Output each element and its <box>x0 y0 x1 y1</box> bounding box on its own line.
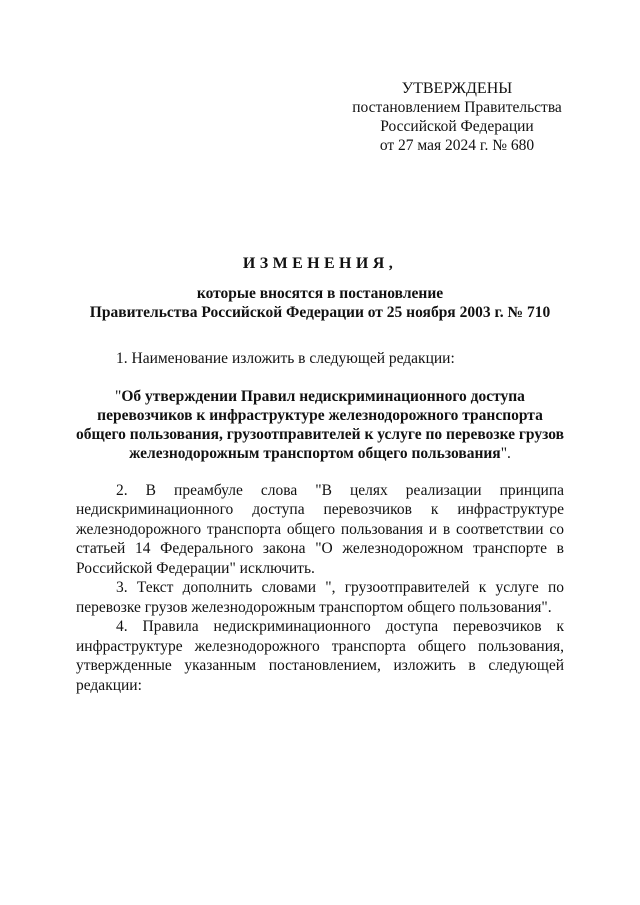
approval-stamp <box>332 79 582 155</box>
title-line-1: которые вносятся в постановление <box>196 285 444 302</box>
approval-heading: УТВЕРЖДЕНЫ <box>401 80 513 97</box>
item-1: 1. Наименование изложить в следующей редакции: <box>116 350 455 367</box>
item-2: 2. В преамбуле слова "В целях реализации принципа недискриминационного доступа перевозчиков к инфраструктуре железнодорожного транспорта общего пользования и в соответствии со статьей 14 Федерального закона "О железнодорожном транспорте в Российской Федерации" исключить. <box>76 481 564 577</box>
document-body <box>76 349 564 695</box>
document-title <box>60 254 580 322</box>
title-line-2: Правительства Российской Федерации от 25 ноября 2003 г. № 710 <box>89 304 551 321</box>
approval-line-2: Российской Федерации <box>380 118 534 135</box>
quoted-title <box>76 387 564 463</box>
approval-line-3: от 27 мая 2024 г. № 680 <box>379 137 535 154</box>
title-main: ИЗМЕНЕНИЯ, <box>242 255 398 272</box>
quote-close: ". <box>500 444 511 462</box>
item-3: 3. Текст дополнить словами ", грузоотправителей к услуге по перевозке грузов железнодорожным транспортом общего пользования". <box>76 579 564 616</box>
item-4: 4. Правила недискриминационного доступа перевозчиков к инфраструктуре железнодорожного транспорта общего пользования, утвержденные указанным постановлением, изложить в следующей редакции: <box>76 618 564 694</box>
quote-text: Об утверждении Правил недискриминационного доступа перевозчиков к инфраструктуре железнодорожного транспорта общего пользования, грузоотправителей к услуге по перевозке грузов железнодорожным транспортом общего пользования <box>76 387 564 462</box>
quote-open: " <box>115 387 122 405</box>
approval-line-1: постановлением Правительства <box>352 99 562 116</box>
